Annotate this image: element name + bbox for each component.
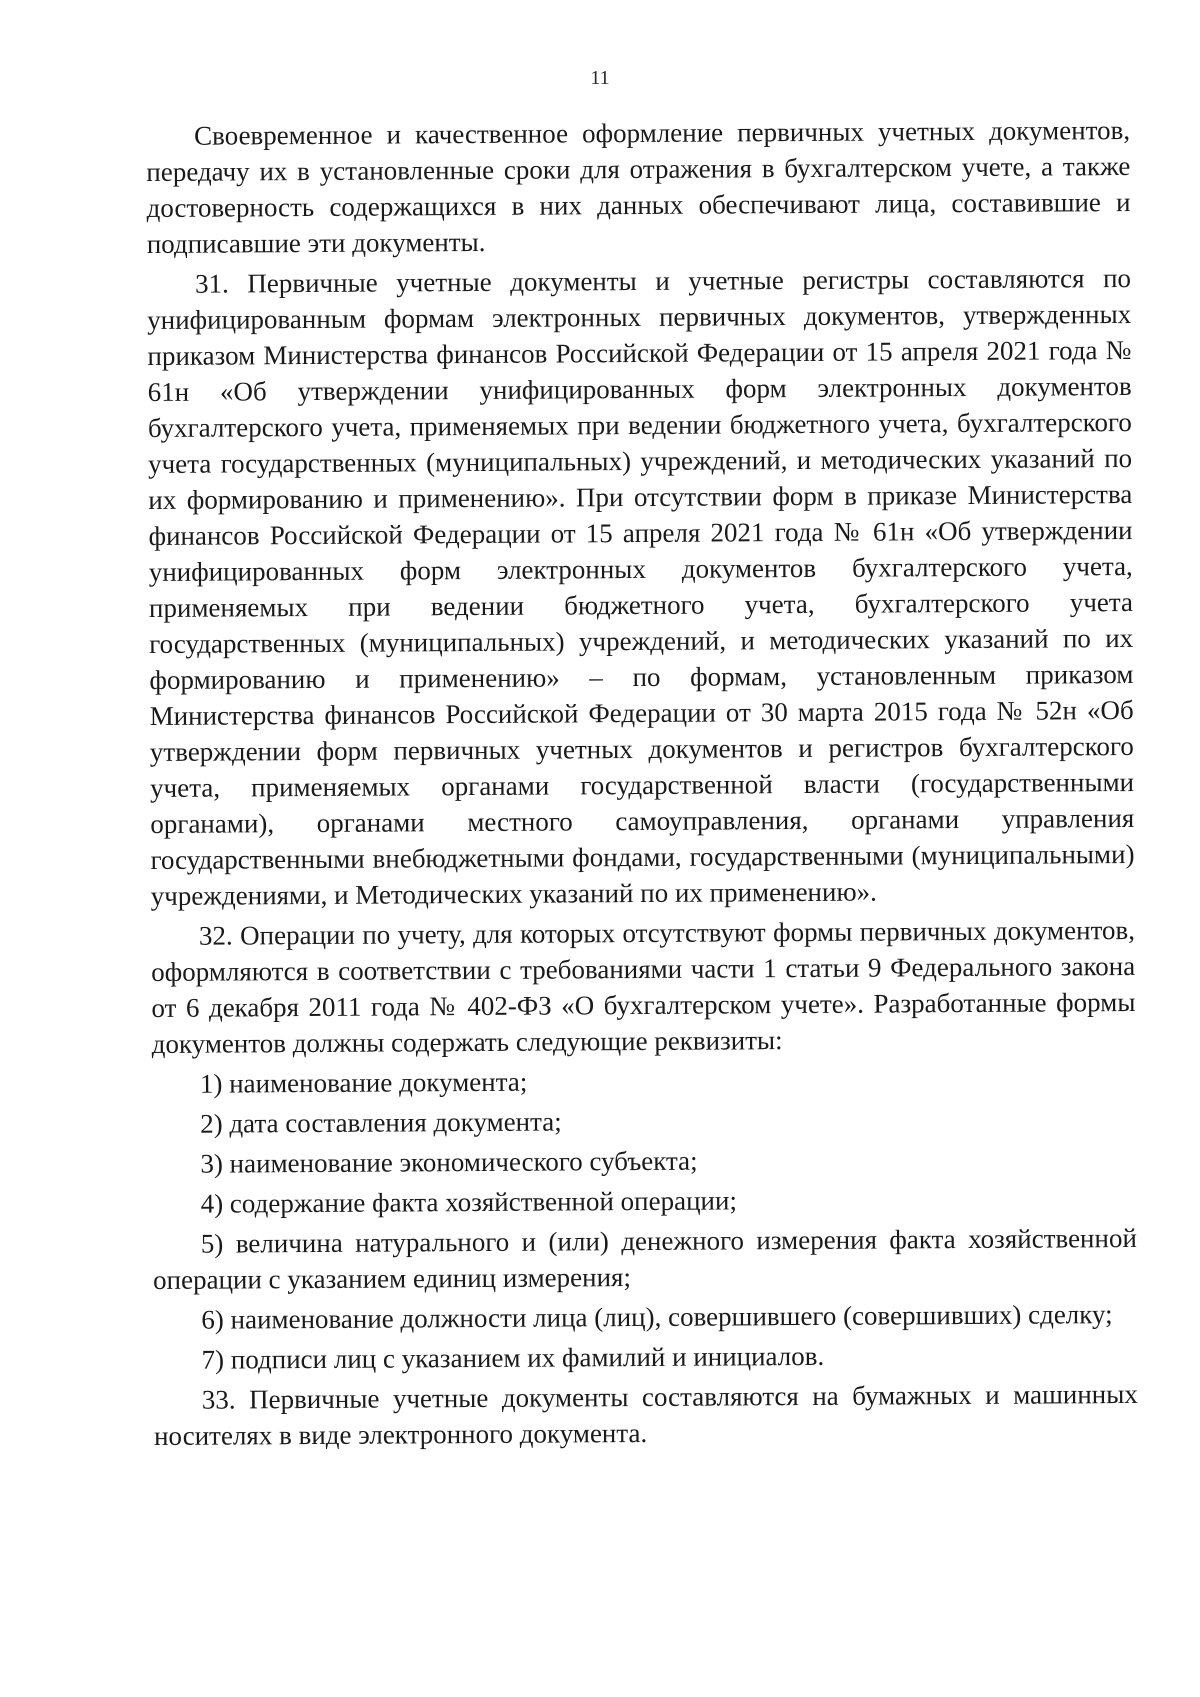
requisite-item-7: 7) подписи лиц с указанием их фамилий и инициалов. [201, 1340, 825, 1375]
requisites-list [152, 1060, 1138, 1378]
paragraph-responsibility: Своевременное и качественное оформление первичных учетных документов, передачу их в установленные сроки для отражения в бухгалтерском учете, а также достоверность содержащихся в них данных обеспечивают лица, составившие и подписавшие эти документы. [146, 114, 1131, 259]
paragraph-33: 33. Первичные учетные документы составляются на бумажных и машинных носителях в виде электронного документа. [153, 1378, 1138, 1451]
page-number: 11 [590, 67, 610, 89]
paragraph-32: 32. Операции по учету, для которых отсутствуют формы первичных документов, оформляются в соответствии с требованиями части 1 статьи 9 Федерального закона от 6 декабря 2011 года № 402-ФЗ «О бухгалтерском учете». Разработанные формы документов должны содержать следующие реквизиты: [151, 914, 1136, 1059]
requisite-item-1: 1) наименование документа; [199, 1066, 528, 1099]
paragraph-31: 31. Первичные учетные документы и учетные регистры составляются по унифицированным формам электронных первичных документов, утвержденных приказом Министерства финансов Российской Федерации от 15 апреля 2021 года № 61н «Об утверждении унифицированных форм электронных документов бухгалтерского учета, применяемых при ведении бюджетного учета, бухгалтерского учета государственных (муниципальных) учреждений, и методических указаний по их формированию и применению». При отсутствии форм в приказе Министерства финансов Российской Федерации от 15 апреля 2021 года № 61н «Об утверждении унифицированных форм электронных документов бухгалтерского учета, применяемых при ведении бюджетного учета, бухгалтерского учета государственных (муниципальных) учреждений, и методических указаний по их формированию и применению» – по формам, установленным приказом Министерства финансов Российской Федерации от 30 марта 2015 года № 52н «Об утверждении форм первичных учетных документов и регистров бухгалтерского учета, применяемых органами государственной власти (государственными органами), органами местного самоуправления, органами управления государственными внебюджетными фондами, государственными (муниципальными) учреждениями, и Методических указаний по их применению». [147, 262, 1135, 911]
requisite-item-2: 2) дата составления документа; [200, 1106, 562, 1139]
requisite-item-4: 4) содержание факта хозяйственной операции; [200, 1185, 737, 1219]
requisite-item-6: 6) наименование должности лица (лиц), совершившего (совершивших) сделку; [201, 1299, 1113, 1335]
requisite-item-3: 3) наименование экономического субъекта; [200, 1145, 698, 1179]
requisite-item-5: 5) величина натурального и (или) денежного измерения факта хозяйственной операции с указанием единиц измерения; [153, 1222, 1137, 1295]
document-body [146, 112, 1138, 1454]
